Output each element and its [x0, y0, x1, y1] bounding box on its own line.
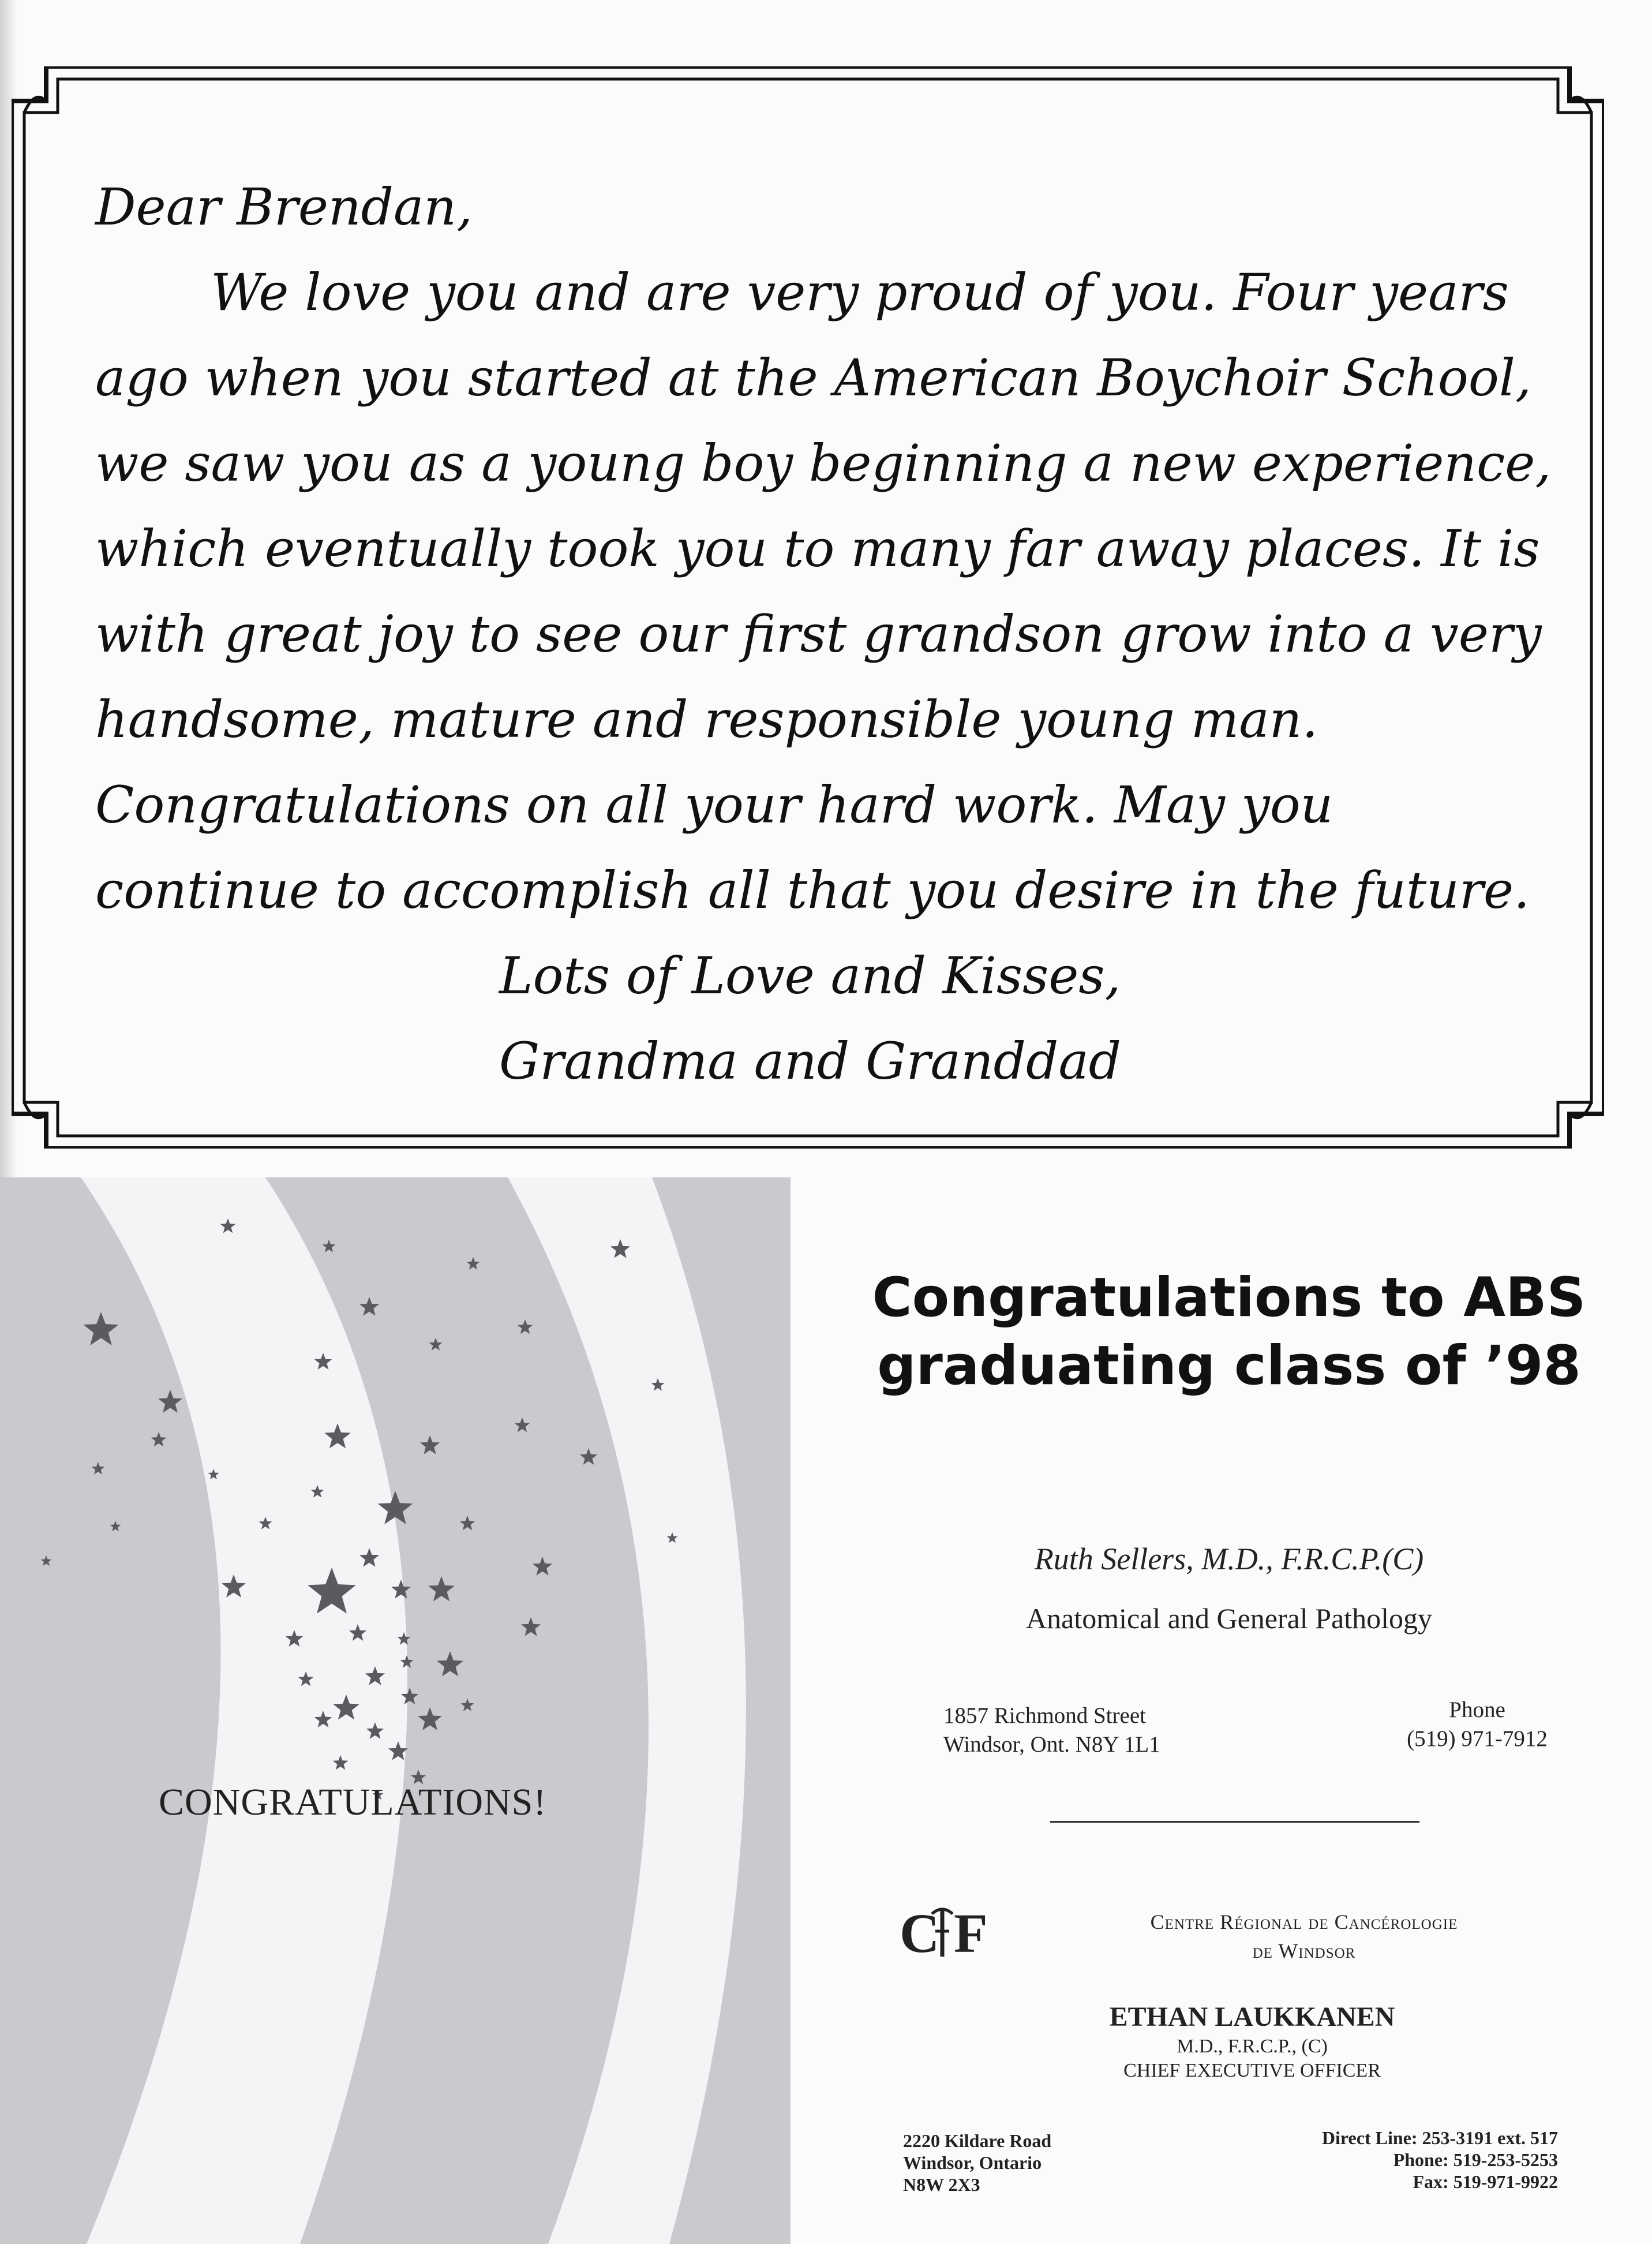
- phone-line: Phone: 519-253-5253: [1393, 2149, 1558, 2170]
- star-icon: [92, 1462, 105, 1475]
- letter-line: Congratulations on all your hard work. May you: [95, 775, 1333, 835]
- star-icon: [359, 1297, 379, 1316]
- headline-line: graduating class of ’98: [877, 1334, 1581, 1397]
- letter-frame: [12, 66, 1604, 1149]
- star-icon: [460, 1516, 475, 1530]
- ceo-title: CHIEF EXECUTIVE OFFICER: [1123, 2060, 1381, 2081]
- letter-signature: Grandma and Granddad: [499, 1031, 1122, 1091]
- star-icon: [420, 1435, 440, 1454]
- stars-ad-panel: [0, 1177, 791, 2244]
- star-icon: [515, 1418, 530, 1432]
- star-icon: [323, 1240, 336, 1252]
- letter-line: ago when you started at the American Boychoir School,: [95, 348, 1532, 407]
- centre-name-line: Centre Régional de Cancérologie: [1150, 1910, 1458, 1933]
- star-icon: [437, 1651, 463, 1676]
- svg-text:F: F: [954, 1902, 988, 1962]
- centre-address: [903, 2130, 1051, 2196]
- direct-line: Direct Line: 253-3191 ext. 517: [1321, 2127, 1558, 2148]
- centre-phones: [1183, 2127, 1558, 2193]
- letter-line: We love you and are very proud of you. Four years: [211, 263, 1509, 322]
- star-icon: [467, 1257, 480, 1270]
- stars-artwork: [0, 1177, 791, 2244]
- letter-closing: Lots of Love and Kisses,: [499, 946, 1121, 1005]
- stripe-shape: [508, 1177, 746, 2244]
- star-icon: [533, 1557, 552, 1576]
- ceo-block: [1050, 2000, 1454, 2083]
- ad-headline: [842, 1264, 1616, 1400]
- stars-caption: CONGRATULATIONS!: [159, 1781, 547, 1823]
- stripe-shape: [81, 1177, 407, 2244]
- svg-text:C: C: [900, 1902, 940, 1962]
- doctor-specialty: Anatomical and General Pathology: [1026, 1602, 1432, 1635]
- phone-label: Phone: [1449, 1697, 1505, 1722]
- letter-line: with great joy to see our first grandson grow into a very: [95, 604, 1542, 664]
- star-icon: [84, 1312, 119, 1345]
- star-icon: [41, 1555, 52, 1566]
- clinic-address: [943, 1701, 1160, 1759]
- phone-number: (519) 971-7912: [1407, 1726, 1548, 1751]
- letter-line: which eventually took you to many far away places. It is: [95, 519, 1540, 578]
- star-icon: [429, 1338, 443, 1351]
- star-icon: [518, 1319, 533, 1334]
- address-line: Windsor, Ontario: [903, 2152, 1042, 2173]
- star-icon: [158, 1390, 182, 1413]
- star-icon: [580, 1448, 597, 1465]
- crcf-logo-icon: [897, 1899, 995, 1962]
- letter-line: we saw you as a young boy beginning a new experience,: [95, 433, 1552, 493]
- doctor-name: Ruth Sellers, M.D., F.R.C.P.(C): [1034, 1542, 1424, 1576]
- address-line: 2220 Kildare Road: [903, 2130, 1052, 2151]
- headline-line: Congratulations to ABS: [872, 1266, 1586, 1329]
- address-line: 1857 Richmond Street: [943, 1703, 1146, 1728]
- ceo-credentials: M.D., F.R.C.P., (C): [1177, 2036, 1328, 2057]
- centre-name: [1096, 1908, 1512, 1965]
- address-line: Windsor, Ont. N8Y 1L1: [943, 1732, 1160, 1757]
- clinic-phone: [1396, 1696, 1558, 1753]
- letter-body: [95, 164, 1552, 1104]
- divider: [1050, 1821, 1419, 1823]
- address-line: N8W 2X3: [903, 2174, 980, 2195]
- star-icon: [151, 1432, 167, 1446]
- centre-name-line: de Windsor: [1252, 1939, 1356, 1962]
- fax-line: Fax: 519-971-9922: [1413, 2171, 1558, 2192]
- letter-salutation: Dear Brendan,: [95, 177, 473, 237]
- star-icon: [428, 1576, 455, 1601]
- letter-line: handsome, mature and responsible young man.: [95, 690, 1318, 749]
- star-icon: [110, 1521, 121, 1531]
- star-icon: [521, 1617, 541, 1636]
- star-icon: [418, 1707, 442, 1730]
- letter-line: continue to accomplish all that you desire in the future.: [95, 861, 1530, 920]
- star-icon: [461, 1699, 474, 1711]
- ceo-name: ETHAN LAUKKANEN: [1109, 2002, 1395, 2032]
